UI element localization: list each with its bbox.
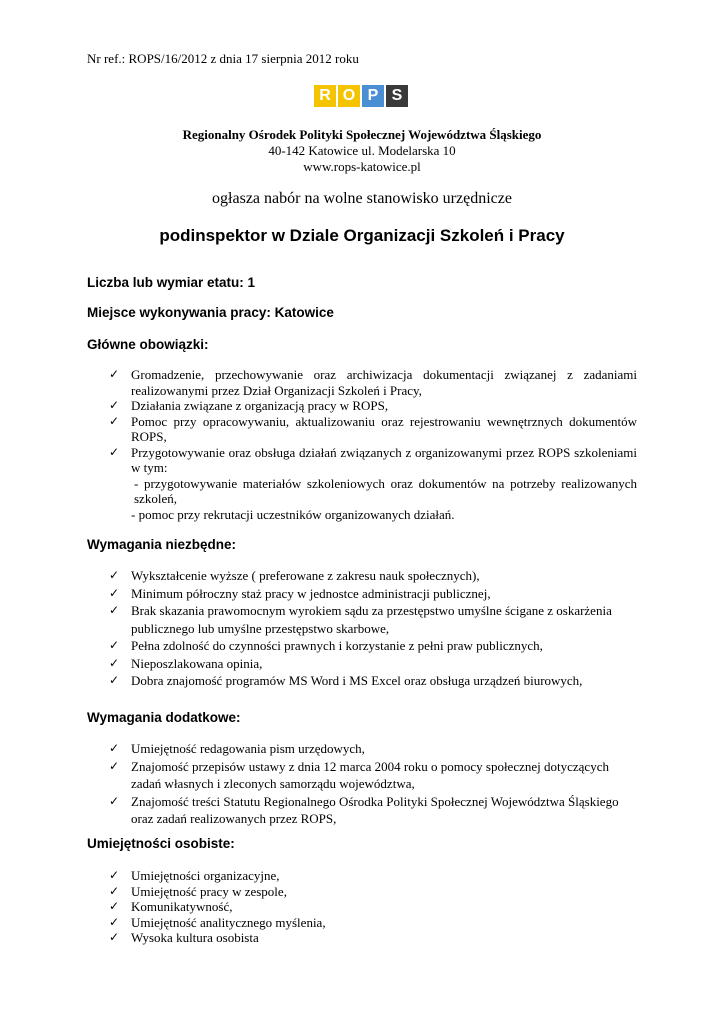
personal-skills-list <box>109 868 637 946</box>
check-icon: ✓ <box>109 568 120 582</box>
check-icon: ✓ <box>109 398 120 412</box>
sub-item: - przygotowywanie materiałów szkoleniowych oraz dokumentów na potrzeby realizowanych szkoleń, <box>134 475 637 506</box>
reference-number: Nr ref.: ROPS/16/2012 z dnia 17 sierpnia 2012 roku <box>87 51 359 66</box>
list-item: ✓ Wykształcenie wyższe ( preferowane z zakresu nauk społecznych), <box>109 568 480 583</box>
logo-letter-s: S <box>386 85 408 107</box>
organization-website: www.rops-katowice.pl <box>303 159 421 174</box>
duties-list <box>109 367 637 522</box>
list-item: ✓ Działania związane z organizacją pracy w ROPS, <box>109 398 389 413</box>
sub-item: - pomoc przy rekrutacji uczestników organizowanych działań. <box>131 506 455 522</box>
check-icon: ✓ <box>109 930 120 944</box>
etat-info: Liczba lub wymiar etatu: 1 <box>87 275 256 290</box>
check-icon: ✓ <box>109 603 120 617</box>
list-item: ✓ Umiejętność pracy w zespole, <box>109 883 287 899</box>
list-item: ✓ Minimum półroczny staż pracy w jednostce administracji publicznej, <box>109 585 491 601</box>
check-icon: ✓ <box>109 367 120 381</box>
announcement-text: ogłasza nabór na wolne stanowisko urzędnicze <box>212 190 512 207</box>
check-icon: ✓ <box>109 741 120 755</box>
requirements-heading: Wymagania niezbędne: <box>87 537 237 552</box>
list-item: ✓ Umiejętność analitycznego myślenia, <box>109 914 326 930</box>
check-icon: ✓ <box>109 899 120 913</box>
additional-requirements-list <box>109 740 637 828</box>
logo-letter-p: P <box>362 85 384 107</box>
list-item: ✓ Pomoc przy opracowywaniu, aktualizowaniu oraz rejestrowaniu wewnętrznych dokumentów ROPS, <box>109 413 637 444</box>
check-icon: ✓ <box>109 793 120 808</box>
check-icon: ✓ <box>109 585 120 600</box>
list-item: ✓ Brak skazania prawomocnym wyrokiem sądu za przestępstwo umyślne ścigane z oskarżenia publicznego lub umyślne przestępstwo skarbowe, <box>109 603 612 636</box>
check-icon: ✓ <box>109 868 120 882</box>
list-item: ✓ Znajomość treści Statutu Regionalnego Ośrodka Polityki Społecznej Województwa Śląskiego oraz zadań realizowanych przez ROPS, <box>109 793 619 826</box>
list-item: ✓ Dobra znajomość programów MS Word i MS Excel oraz obsługa urządzeń biurowych, <box>109 673 583 688</box>
check-icon: ✓ <box>109 638 120 652</box>
list-item: ✓ Komunikatywność, <box>109 899 233 914</box>
personal-skills-heading: Umiejętności osobiste: <box>87 836 235 851</box>
list-item: ✓ Znajomość przepisów ustawy z dnia 12 marca 2004 roku o pomocy społecznej dotyczących zadań własnych i zleconych samorządu województwa, <box>109 758 609 791</box>
logo-letter-r: R <box>314 85 336 107</box>
check-icon: ✓ <box>109 883 120 898</box>
requirements-list <box>109 567 637 690</box>
list-item: ✓ Umiejętność redagowania pism urzędowych, <box>109 741 365 756</box>
check-icon: ✓ <box>109 655 120 670</box>
list-item: ✓ Gromadzenie, przechowywanie oraz archiwizacja dokumentacji związanej z zadaniami realizowanymi przez Dział Organizacji Szkoleń i Pracy, <box>109 367 637 398</box>
position-title: podinspektor w Dziale Organizacji Szkoleń i Pracy <box>159 226 565 245</box>
list-item: ✓ Przygotowywanie oraz obsługa działań związanych z organizowanymi przez ROPS szkoleniami w tym: - przygotowywanie materiałów szkoleniowych oraz dokumentów na potrzeby realizowanych szkoleń, - pomoc przy rekrutacji uczestników organizowanych działań. <box>109 444 637 522</box>
rops-logo <box>314 85 408 107</box>
check-icon: ✓ <box>109 914 120 929</box>
logo-letter-o: O <box>338 85 360 107</box>
check-icon: ✓ <box>109 758 120 773</box>
organization-name: Regionalny Ośrodek Polityki Społecznej Województwa Śląskiego <box>182 127 542 142</box>
check-icon: ✓ <box>109 673 120 687</box>
organization-address: 40-142 Katowice ul. Modelarska 10 <box>268 143 456 158</box>
workplace-info: Miejsce wykonywania pracy: Katowice <box>87 305 334 320</box>
list-item: ✓ Nieposzlakowana opinia, <box>109 655 263 671</box>
list-item: ✓ Wysoka kultura osobista <box>109 930 259 945</box>
list-item: ✓ Pełna zdolność do czynności prawnych i korzystanie z pełni praw publicznych, <box>109 638 543 653</box>
list-item: ✓ Umiejętności organizacyjne, <box>109 868 280 883</box>
duties-heading: Główne obowiązki: <box>87 337 209 352</box>
additional-requirements-heading: Wymagania dodatkowe: <box>87 710 241 725</box>
check-icon: ✓ <box>109 444 120 459</box>
check-icon: ✓ <box>109 413 120 428</box>
